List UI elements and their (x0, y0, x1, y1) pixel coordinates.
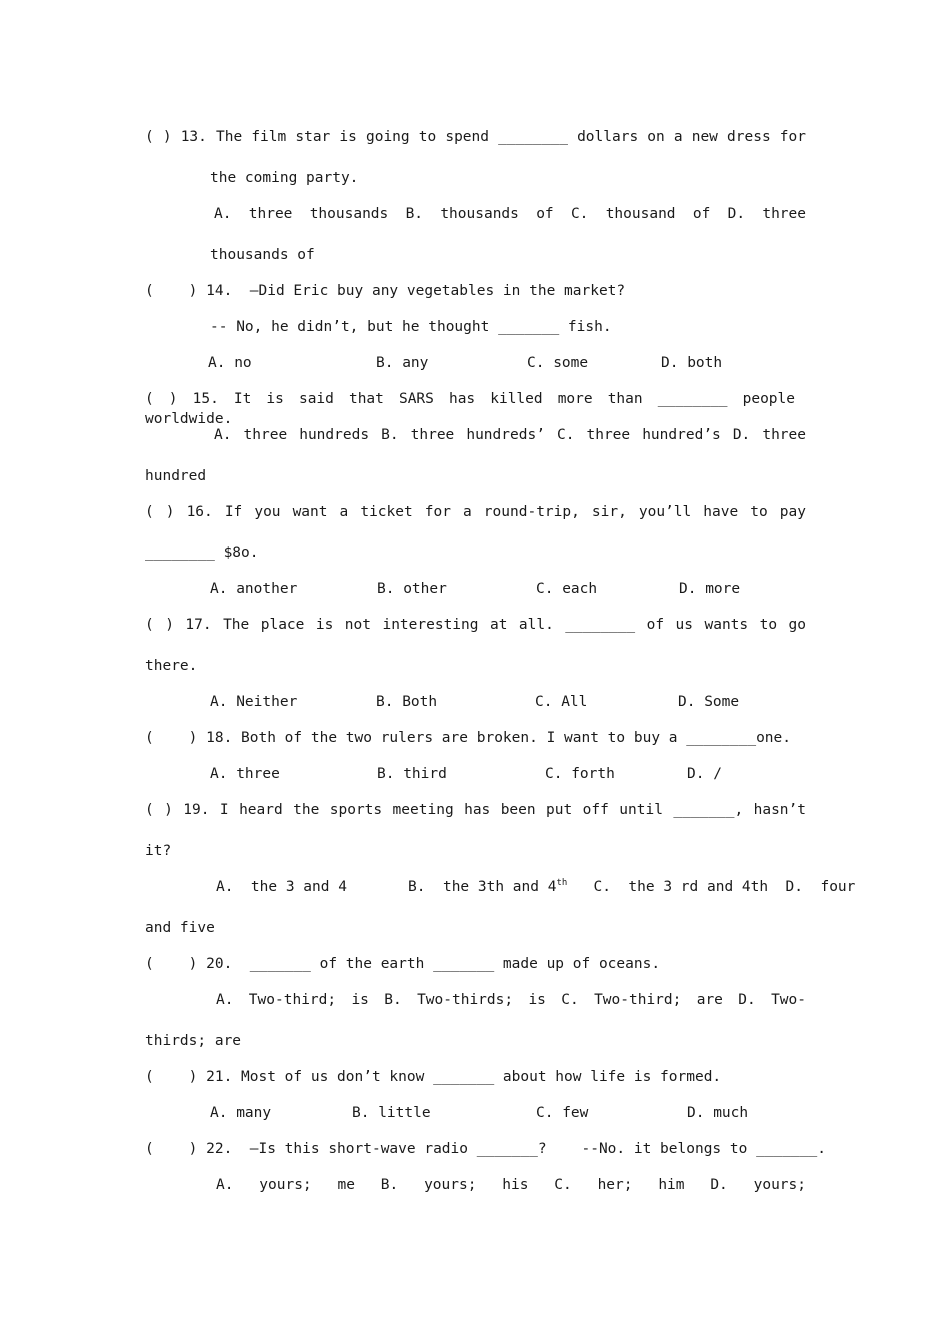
question-17-option-a: A. Neither (210, 694, 298, 710)
question-19-options-sup: th (556, 878, 568, 889)
question-19-stem-cont: it? (145, 843, 172, 859)
question-17-option-c: C. All (535, 694, 588, 710)
question-14-option-c: C. some (527, 355, 589, 371)
question-19-options-ab: A. the 3 and 4 B. the 3th and 4 (216, 879, 557, 895)
question-13-stem: ( ) 13. The film star is going to spend ________ dollars on a new dress for (145, 129, 806, 145)
question-21-option-b: B. little (352, 1105, 431, 1121)
question-14-stem-cont: -- No, he didn’t, but he thought _______ fish. (210, 319, 612, 335)
question-14-stem: ( ) 14. –Did Eric buy any vegetables in the market? (145, 283, 626, 299)
question-22-stem: ( ) 22. –Is this short-wave radio _______? --No. it belongs to _______. (145, 1141, 826, 1157)
question-15-stem: ( ) 15. It is said that SARS has killed more than ________ people worldwide. (145, 391, 795, 427)
question-18-option-c: C. forth (545, 766, 615, 782)
question-14-option-a: A. no (208, 355, 252, 371)
question-16-option-b: B. other (377, 581, 447, 597)
question-17-stem-cont: there. (145, 658, 198, 674)
question-21-stem: ( ) 21. Most of us don’t know _______ about how life is formed. (145, 1069, 722, 1085)
question-13-stem-cont: the coming party. (210, 170, 359, 186)
question-18-option-d: D. / (687, 766, 722, 782)
question-20-options-cont: thirds; are (145, 1033, 242, 1049)
question-16-stem-cont: ________ $8o. (145, 545, 259, 561)
question-14-option-b: B. any (376, 355, 429, 371)
question-19-options-cd: C. the 3 rd and 4th D. four (567, 879, 856, 895)
question-13-options-cont: thousands of (210, 247, 315, 263)
question-14-option-d: D. both (661, 355, 723, 371)
question-18-stem: ( ) 18. Both of the two rulers are broken. I want to buy a ________one. (145, 730, 792, 746)
question-16-stem: ( ) 16. If you want a ticket for a round-trip, sir, you’ll have to pay (145, 504, 806, 520)
question-15-options: A. three hundreds B. three hundreds’ C. three hundred’s D. three (214, 427, 806, 443)
question-18-option-a: A. three (210, 766, 280, 782)
question-19-options (216, 877, 855, 897)
question-15-options-cont: hundred (145, 468, 207, 484)
question-16-option-a: A. another (210, 581, 298, 597)
question-13-options: A. three thousands B. thousands of C. thousand of D. three (214, 206, 806, 222)
question-17-option-d: D. Some (678, 694, 740, 710)
question-21-option-a: A. many (210, 1105, 272, 1121)
question-17-option-b: B. Both (376, 694, 438, 710)
question-21-option-d: D. much (687, 1105, 749, 1121)
question-19-stem: ( ) 19. I heard the sports meeting has been put off until _______, hasn’t (145, 802, 806, 818)
question-17-stem: ( ) 17. The place is not interesting at all. ________ of us wants to go (145, 617, 806, 633)
question-19-options-cont: and five (145, 920, 215, 936)
question-20-options: A. Two-third; is B. Two-thirds; is C. Two-third; are D. Two- (216, 992, 806, 1008)
question-16-option-c: C. each (536, 581, 598, 597)
question-20-stem: ( ) 20. _______ of the earth _______ made up of oceans. (145, 956, 661, 972)
question-16-option-d: D. more (679, 581, 741, 597)
question-22-options: A. yours; me B. yours; his C. her; him D. yours; (216, 1177, 806, 1193)
question-18-option-b: B. third (377, 766, 447, 782)
question-21-option-c: C. few (536, 1105, 589, 1121)
